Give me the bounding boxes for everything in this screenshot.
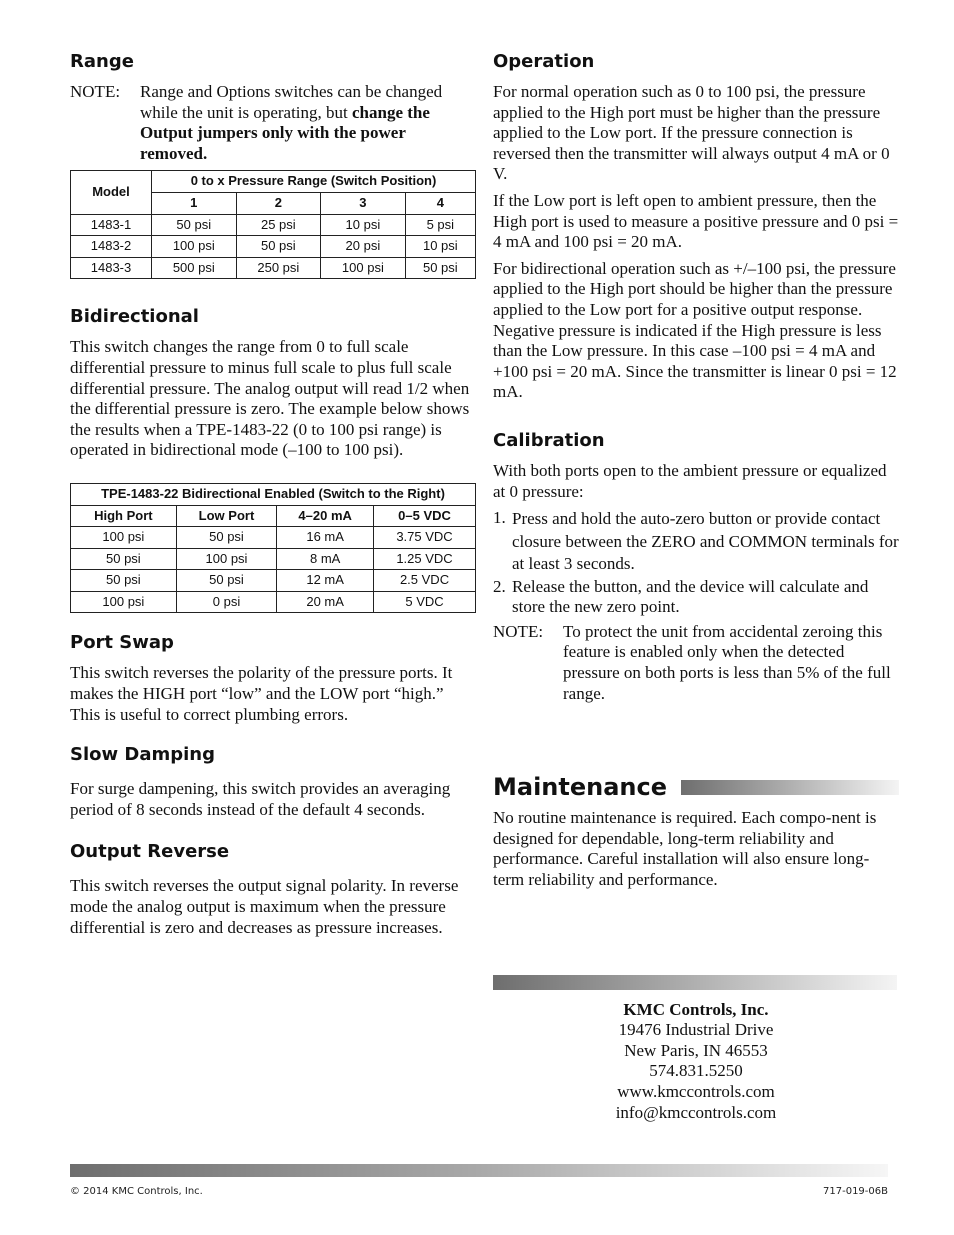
table-cell: 50 psi [176, 527, 277, 549]
table-cell: 5 VDC [374, 591, 476, 613]
position-header: 3 [321, 192, 406, 214]
left-column [70, 50, 476, 944]
heading-rule [681, 780, 899, 795]
table-row [71, 236, 476, 258]
output-reverse-text: This switch reverses the output signal polarity. In reverse mode the analog output is maximum when the pressure differential is zero and decreases as pressure increases. [70, 876, 459, 937]
table-cell: 50 psi [236, 236, 321, 258]
bidirectional-table [70, 483, 476, 614]
table-cell: 16 mA [277, 527, 374, 549]
column-header: High Port [71, 505, 177, 527]
calibration-steps [493, 508, 899, 618]
table-cell: 10 psi [405, 236, 475, 258]
note-label: NOTE: [70, 82, 121, 101]
street-address: 19476 Industrial Drive [618, 1020, 774, 1040]
slow-damping-text: For surge dampening, this switch provides an averaging period of 8 seconds instead of the default 4 seconds. [70, 779, 451, 819]
table-cell: 10 psi [321, 214, 406, 236]
phone-number: 574.831.5250 [649, 1061, 743, 1081]
list-item: 2. Release the button, and the device will calculate and store the new zero point. [493, 576, 869, 617]
table-cell: 1483-2 [71, 236, 152, 258]
port-swap-text: This switch reverses the polarity of the pressure ports. It makes the HIGH port “low” and the LOW port “high.” This is useful to correct plumbing errors. [70, 663, 453, 724]
table-cell: 1483-1 [71, 214, 152, 236]
operation-paragraph: For bidirectional operation such as +/–100 psi, the pressure applied to the High port should be higher than the pressure applied to the Low port for a positive output response. Negative pressure is indicated if the High pressure is less than the Low pressure. In this case –100 psi = 4 mA and +100 psi = 20 mA. Since the transmitter is linear 0 psi = 12 mA. [493, 258, 897, 402]
right-column [493, 50, 899, 1123]
table-cell: 50 psi [176, 570, 277, 592]
operation-paragraph: For normal operation such as 0 to 100 psi, the pressure applied to the High port must be higher than the pressure applied to the Low port. If the pressure connection is reversed then the transmitter will always output 4 mA or 0 V. [493, 82, 890, 184]
copyright: © 2014 KMC Controls, Inc. [70, 1186, 203, 1197]
port-swap-heading: Port Swap [70, 632, 174, 654]
position-header: 4 [405, 192, 475, 214]
table-cell: 100 psi [176, 548, 277, 570]
company-name: KMC Controls, Inc. [623, 999, 769, 1019]
range-header: 0 to x Pressure Range (Switch Position) [152, 171, 476, 193]
table-cell: 50 psi [71, 570, 177, 592]
table-cell: 8 mA [277, 548, 374, 570]
maintenance-header [493, 772, 899, 802]
table-cell: 50 psi [71, 548, 177, 570]
bidirectional-table-title: TPE-1483-22 Bidirectional Enabled (Switch to the Right) [71, 483, 476, 505]
divider-rule [493, 975, 897, 990]
calibration-intro: With both ports open to the ambient pressure or equalized at 0 pressure: [493, 460, 887, 501]
note-label: NOTE: [493, 621, 544, 641]
contact-block [493, 1000, 899, 1124]
note-text: Range and Options switches can be changed while the unit is operating, but [140, 82, 443, 122]
range-table [70, 170, 476, 279]
note-text: To protect the unit from accidental zeroing this feature is enabled only when the detected pressure on both ports is less than 5% of the full range. [563, 621, 891, 703]
bidirectional-heading: Bidirectional [70, 306, 199, 328]
bidirectional-text: This switch changes the range from 0 to full scale differential pressure to minus full scale to plus full scale differential pressure. The analog output will read 1/2 when the differential pressure is zero. The example below shows the results when a TPE-1483-22 (0 to 100 psi range) is operated in bidirectional mode (–100 to 100 psi). [70, 337, 470, 460]
maintenance-heading: Maintenance [493, 773, 668, 802]
footer-rule [70, 1164, 888, 1177]
table-row [71, 570, 476, 592]
calibration-note [493, 622, 899, 704]
table-cell: 2.5 VDC [374, 570, 476, 592]
calibration-heading: Calibration [493, 429, 605, 451]
table-row [71, 548, 476, 570]
table-cell: 100 psi [152, 236, 237, 258]
maintenance-text: No routine maintenance is required. Each compo-nent is designed for dependable, long-term reliability and performance. Careful installation will also ensure long-term reliability and performance. [493, 808, 877, 889]
table-cell: 5 psi [405, 214, 475, 236]
email-link[interactable]: info@kmccontrols.com [615, 1102, 777, 1122]
table-cell: 100 psi [71, 591, 177, 613]
position-header: 2 [236, 192, 321, 214]
table-cell: 500 psi [152, 257, 237, 279]
document-number: 717-019-06B [823, 1186, 888, 1197]
table-cell: 100 psi [71, 527, 177, 549]
note-bold-text: change the Output jumpers only with the power removed. [140, 102, 430, 163]
table-cell: 12 mA [277, 570, 374, 592]
table-cell: 100 psi [321, 257, 406, 279]
position-header: 1 [152, 192, 237, 214]
table-row [71, 214, 476, 236]
table-cell: 1483-3 [71, 257, 152, 279]
table-cell: 25 psi [236, 214, 321, 236]
table-row [71, 257, 476, 279]
city-address: New Paris, IN 46553 [624, 1040, 768, 1060]
table-cell: 50 psi [152, 214, 237, 236]
column-header: 0–5 VDC [374, 505, 476, 527]
column-header: Low Port [176, 505, 277, 527]
range-note [70, 82, 476, 164]
table-cell: 3.75 VDC [374, 527, 476, 549]
table-row [71, 527, 476, 549]
table-row [71, 591, 476, 613]
operation-heading: Operation [493, 51, 595, 72]
model-header: Model [71, 171, 152, 214]
range-heading: Range [70, 51, 134, 72]
column-header: 4–20 mA [277, 505, 374, 527]
slow-damping-heading: Slow Damping [70, 744, 215, 766]
output-reverse-heading: Output Reverse [70, 841, 230, 863]
table-cell: 50 psi [405, 257, 475, 279]
operation-paragraph: If the Low port is left open to ambient pressure, then the High port is used to measure a positive pressure and 0 psi = 4 mA and 100 psi = 20 mA. [493, 190, 899, 252]
website-link[interactable]: www.kmccontrols.com [617, 1081, 775, 1101]
table-cell: 20 mA [277, 591, 374, 613]
table-cell: 250 psi [236, 257, 321, 279]
table-cell: 0 psi [176, 591, 277, 613]
list-item: 1. Press and hold the auto-zero button or provide contact closure between the ZERO and COMMON terminals for at least 3 seconds. [493, 508, 899, 574]
table-cell: 20 psi [321, 236, 406, 258]
table-cell: 1.25 VDC [374, 548, 476, 570]
